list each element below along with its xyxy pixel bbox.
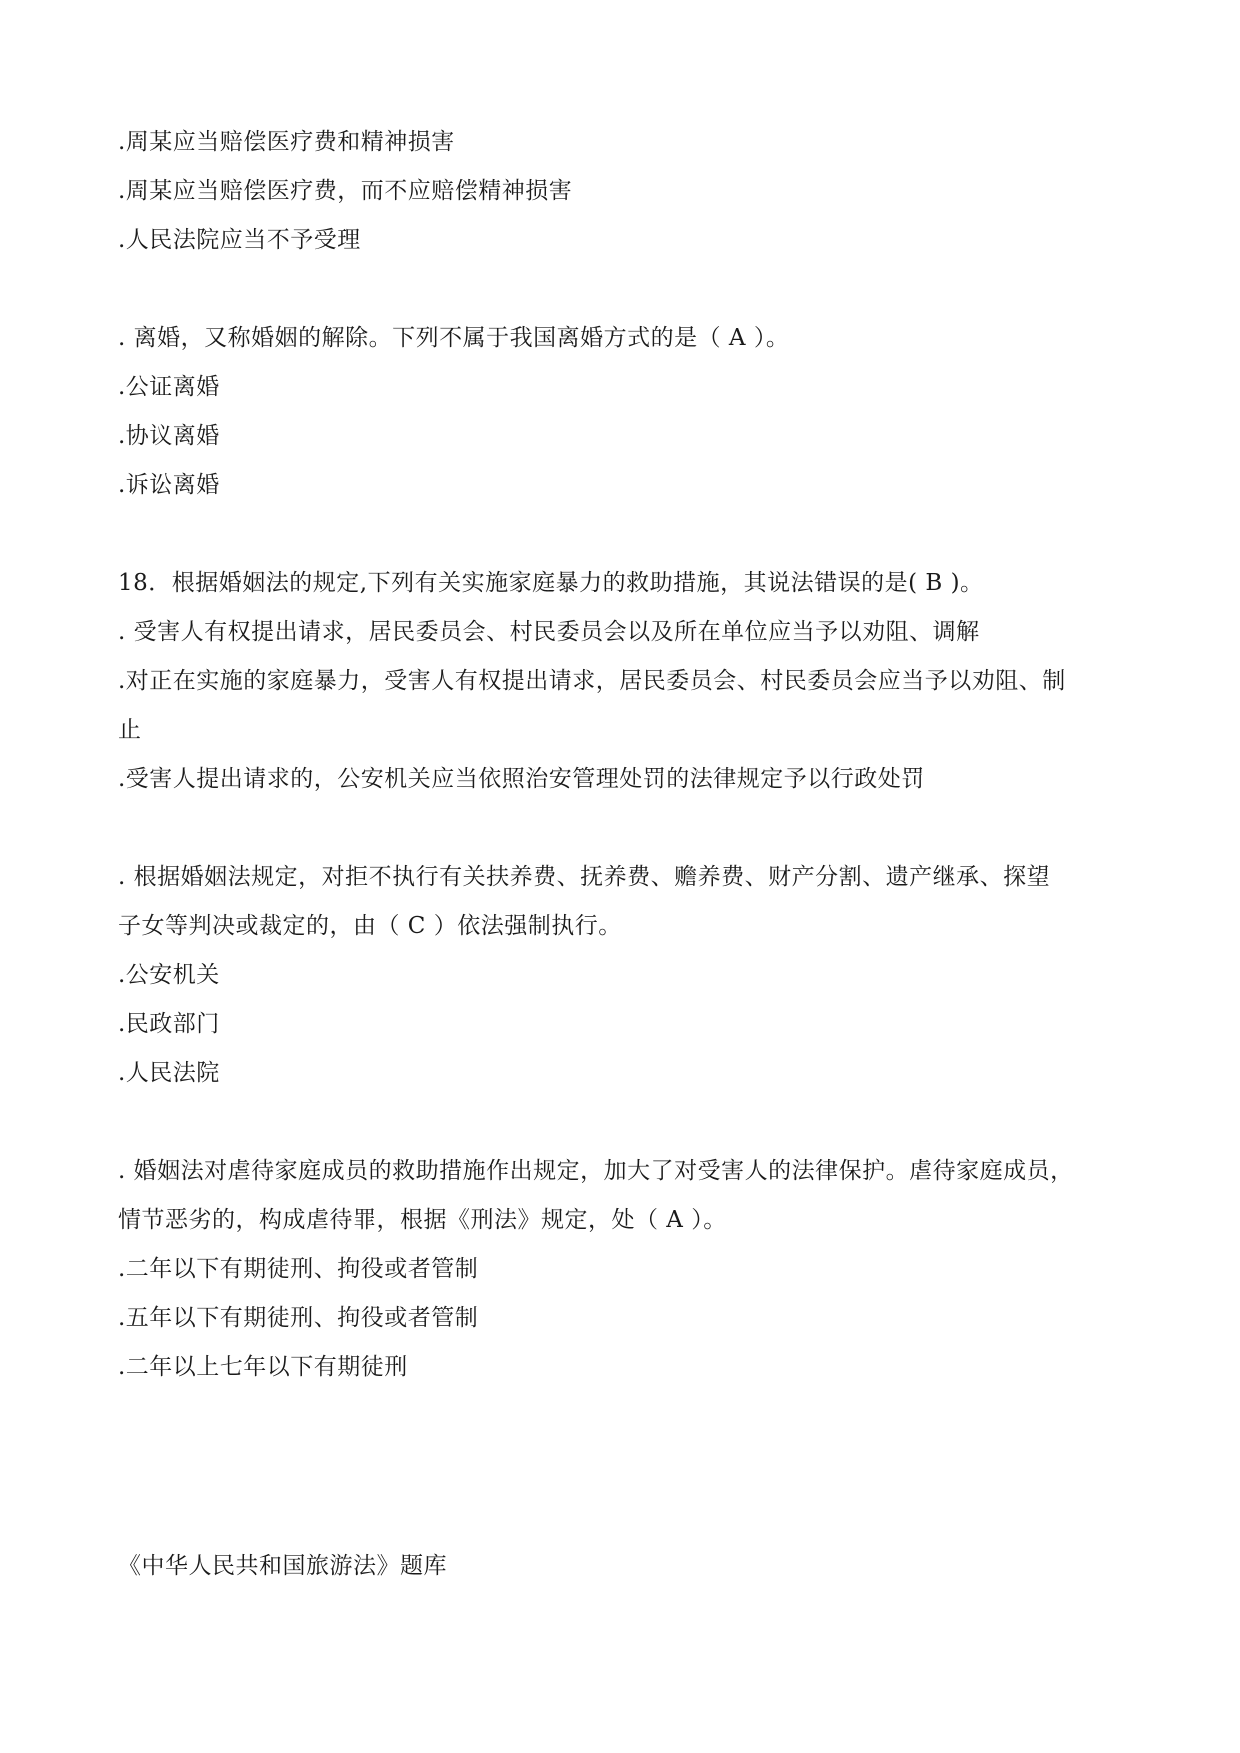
question-block-1 <box>118 118 1128 265</box>
option-c: .受害人提出请求的，公安机关应当依照治安管理处罚的法律规定予以行政处罚 <box>118 766 925 792</box>
option-b: .民政部门 <box>118 1011 220 1037</box>
question-text-line-2: 情节恶劣的，构成虐待罪，根据《刑法》规定，处（ A ）。 <box>118 1207 727 1233</box>
option-b: .五年以下有期徒刑、拘役或者管制 <box>118 1305 479 1331</box>
option-a: .公证离婚 <box>118 374 220 400</box>
option-b: .周某应当赔偿医疗费，而不应赔偿精神损害 <box>118 178 573 204</box>
question-block-abuse <box>118 1147 1128 1392</box>
option-c: .人民法院 <box>118 1060 220 1086</box>
question-block-enforcement <box>118 853 1128 1098</box>
option-b: .协议离婚 <box>118 423 220 449</box>
option-a: . 受害人有权提出请求，居民委员会、村民委员会以及所在单位应当予以劝阻、调解 <box>118 619 980 645</box>
question-text: 18．根据婚姻法的规定,下列有关实施家庭暴力的救助措施，其说法错误的是( B )。 <box>118 570 984 596</box>
option-a: .二年以下有期徒刑、拘役或者管制 <box>118 1256 479 1282</box>
question-text-line-1: . 婚姻法对虐待家庭成员的救助措施作出规定，加大了对受害人的法律保护。虐待家庭成员， <box>118 1158 1074 1184</box>
option-a: .公安机关 <box>118 962 220 988</box>
question-text: . 离婚，又称婚姻的解除。下列不属于我国离婚方式的是（ A ）。 <box>118 325 790 351</box>
option-a: .周某应当赔偿医疗费和精神损害 <box>118 129 455 155</box>
section-title: 《中华人民共和国旅游法》题库 <box>118 1553 447 1579</box>
option-c: .诉讼离婚 <box>118 472 220 498</box>
question-block-18 <box>118 559 1128 804</box>
question-text-line-1: . 根据婚姻法规定，对拒不执行有关扶养费、抚养费、赡养费、财产分割、遗产继承、探望 <box>118 864 1051 890</box>
option-c: .人民法院应当不予受理 <box>118 227 361 253</box>
option-c: .二年以上七年以下有期徒刑 <box>118 1354 408 1380</box>
question-text-line-2: 子女等判决或裁定的，由（ C ）依法强制执行。 <box>118 913 622 939</box>
option-b: .对正在实施的家庭暴力，受害人有权提出请求，居民委员会、村民委员会应当予以劝阻、制 <box>118 668 1066 694</box>
document-page <box>118 118 1128 1591</box>
option-b-continued: 止 <box>118 717 142 743</box>
question-block-divorce <box>118 314 1128 510</box>
